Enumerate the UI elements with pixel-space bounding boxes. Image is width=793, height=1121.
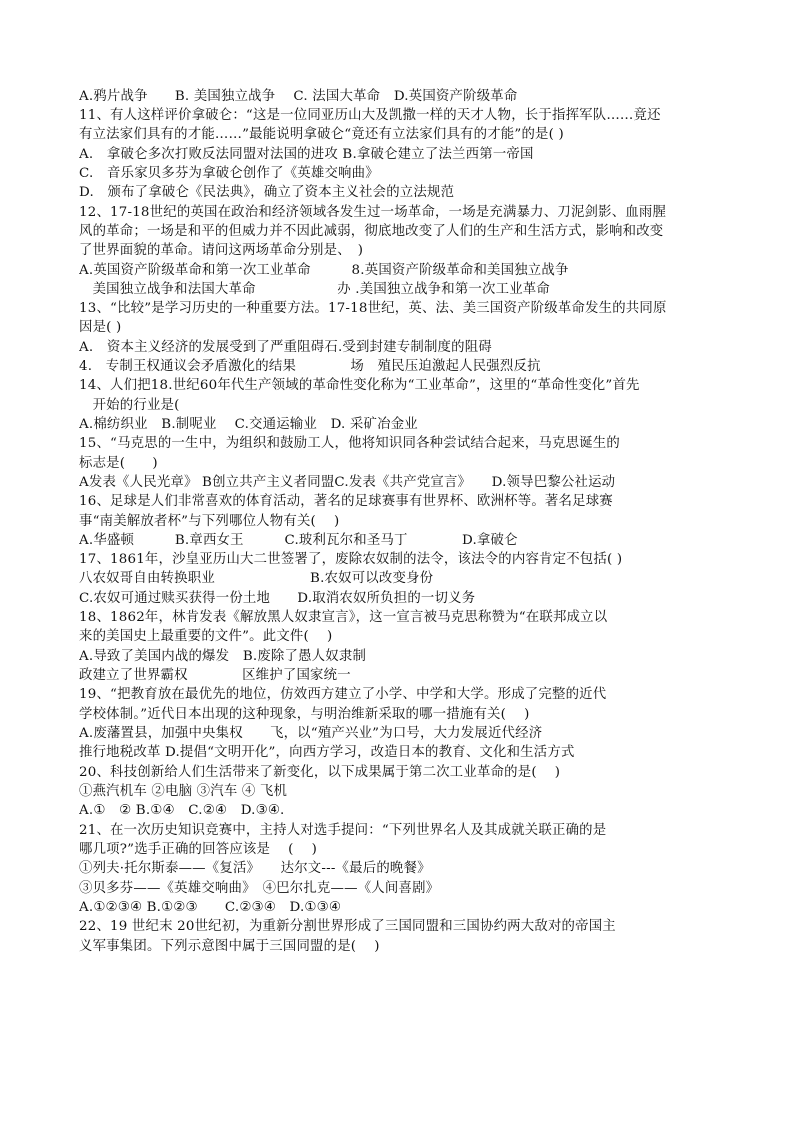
q13-stem-line-2: 因是( ) bbox=[79, 320, 122, 335]
q21-options: A.①②③④ B.①②③ C.②③④ D.①③④ bbox=[79, 900, 342, 915]
q12-options-ab: A.英国资产阶级革命和第一次工业革命 8.英国资产阶级革命和美国独立战争 bbox=[79, 263, 569, 278]
q18-options-ab: A.导致了美国内战的爆发 B.废除了愚人奴隶制 bbox=[79, 649, 367, 664]
q19-options-cd: 推行地税改革 D.提倡“文明开化”，向西方学习，改造日本的教育、文化和生活方式 bbox=[79, 745, 575, 760]
q11-option-c: C. 音乐家贝多芬为拿破仑创作了《英雄交响曲》 bbox=[79, 166, 379, 181]
q19-stem-line-1: 19、“把教育放在最优先的地位，仿效西方建立了小学、中学和大学。形成了完整的近代 bbox=[79, 687, 607, 702]
q18-options-cd: 政建立了世界霸权 区维护了国家统一 bbox=[79, 668, 351, 683]
q17-stem: 17、1861年，沙皇亚历山大二世签署了，废除农奴制的法令，该法令的内容肯定不包括( ) bbox=[79, 552, 623, 567]
q19-stem-line-2: 学校体制。”近代日本出现的这种现象，与明治维新采取的哪一措施有关( ) bbox=[79, 707, 530, 722]
q20-options: A.① ② B.①④ C.②④ D.③④. bbox=[79, 803, 285, 818]
q17-options-ab: 八农奴哥自由转换职业 B.农奴可以改变身份 bbox=[79, 571, 434, 586]
q11-option-ab: A. 拿破仑多次打败反法同盟对法国的进攻 B.拿破仑建立了法兰西第一帝国 bbox=[79, 147, 534, 162]
q13-options-cd: 4. 专制王权通议会矛盾激化的结果 场 殖民压迫激起人民强烈反抗 bbox=[79, 359, 541, 374]
q20-items: ①燕汽机车 ②电脑 ③汽车 ④ 飞机 bbox=[79, 784, 288, 799]
q21-stem-line-2: 哪几项?”选手正确的回答应该是 ( ) bbox=[79, 842, 318, 857]
q21-stem-line-1: 21、在一次历史知识竞赛中，主持人对选手提问：“下列世界名人及其成就关联正确的是 bbox=[79, 823, 607, 838]
q12-stem-line-1: 12、17-18世纪的英国在政治和经济领域各发生过一场革命，一场是充满暴力、刀泥剑影、血雨腥 bbox=[79, 205, 667, 220]
q19-options-ab: A.废藩置县，加强中央集权 飞，以“殖产兴业”为口号，大力发展近代经济 bbox=[79, 726, 543, 741]
q14-stem-line-1: 14、人们把18.世纪60年代生产领域的革命性变化称为“工业革命”，这里的“革命性变化”首先 bbox=[79, 378, 640, 393]
q15-options: A发表《人民光章》 B创立共产主义者同盟C.发表《共产党宣言》 D.领导巴黎公社运动 bbox=[79, 475, 616, 490]
q21-items-12: ①列夫·托尔斯泰——《复活》 达尔文---《最后的晚餐》 bbox=[79, 861, 431, 876]
q16-stem-line-1: 16、足球是人们非常喜欢的体育活动，著名的足球赛事有世界杯、欧洲杯等。著名足球赛 bbox=[79, 494, 613, 509]
q22-stem-line-1: 22、19 世纪末 20世纪初，为重新分割世界形成了三国同盟和三国协约两大敌对的帝国主 bbox=[79, 919, 616, 934]
q11-option-d: D. 颁布了拿破仑《民法典》，确立了资本主义社会的立法规范 bbox=[79, 185, 455, 200]
q20-stem: 20、科技创新给人们生活带来了新变化，以下成果属于第二次工业革命的是( ) bbox=[79, 765, 561, 780]
q14-stem-line-2: 开始的行业是( bbox=[79, 398, 180, 413]
q12-stem-line-3: 了世界面貌的革命。请问这两场革命分别是、 ) bbox=[79, 243, 364, 258]
q11-stem-line-1: 11、有人这样评价拿破仑：“这是一位同亚历山大及凯撒一样的天才人物，长于指挥军队……竟还 bbox=[79, 108, 661, 123]
q21-items-34: ③贝多芬——《英雄交响曲》 ④巴尔扎克——《人间喜剧》 bbox=[79, 881, 440, 896]
q18-stem-line-1: 18、1862年，林肯发表《解放黑人奴隶宣言》，这一宣言被马克思称赞为“在联邦成立以 bbox=[79, 610, 608, 625]
q17-options-cd: C.农奴可通过赎买获得一份土地 D.取消农奴所负担的一切义务 bbox=[79, 591, 476, 606]
q13-options-ab: A. 资本主义经济的发展受到了严重阻碍石.受到封建专制制度的阻碍 bbox=[79, 340, 492, 355]
q15-stem-line-1: 15、“马克思的一生中，为组织和鼓励工人，他将知识同各种尝试结合起来，马克思诞生的 bbox=[79, 436, 620, 451]
q12-options-cd: 美国独立战争和法国大革命 办 .美国独立战争和第一次工业革命 bbox=[79, 282, 550, 297]
q13-stem-line-1: 13、“比较”是学习历史的一种重要方法。17-18世纪，英、法、美三国资产阶级革命发生的共同原 bbox=[79, 301, 667, 316]
q14-options: A.棉纺织业 B.制呢业 C.交通运输业 D. 采矿冶金业 bbox=[79, 417, 418, 432]
q15-stem-line-2: 标志是( ) bbox=[79, 456, 158, 471]
q12-stem-line-2: 风的革命；一场是和平的但威力并不因此减弱，彻底地改变了人们的生产和生活方式，影响和改变 bbox=[79, 224, 664, 239]
q11-stem-line-2: 有立法家们具有的才能……”最能说明拿破仑“竟还有立法家们具有的才能”的是( ) bbox=[79, 127, 564, 142]
q22-stem-line-2: 义军事集团。下列示意图中属于三国同盟的是( ) bbox=[79, 939, 380, 954]
q18-stem-line-2: 来的美国史上最重要的文件”。此文件( ) bbox=[79, 629, 333, 644]
q10-options-line: A.鸦片战争 B. 美国独立战争 C. 法国大革命 D.英国资产阶级革命 bbox=[79, 89, 518, 104]
q16-stem-line-2: 事“南美解放者杯”与下列哪位人物有关( ) bbox=[79, 514, 340, 529]
q16-options: A.华盛顿 B.章西女王 C.玻利瓦尔和圣马丁 D.拿破仑 bbox=[79, 533, 518, 548]
